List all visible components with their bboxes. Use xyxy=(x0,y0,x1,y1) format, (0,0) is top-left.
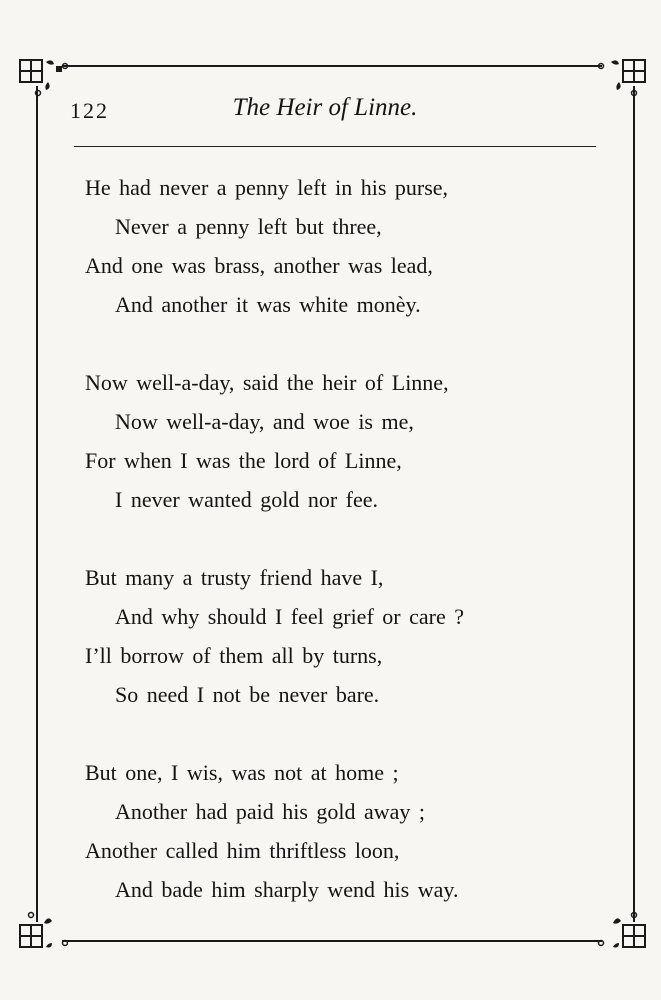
corner-ornament-icon xyxy=(597,52,651,106)
poem-line: He had never a penny left in his purse, xyxy=(85,175,449,200)
stanza xyxy=(85,363,585,519)
stanza xyxy=(85,168,585,324)
frame-right-rule xyxy=(633,86,635,922)
poem-line: And why should I feel grief or care ? xyxy=(115,604,464,629)
poem-line: And bade him sharply wend his way. xyxy=(115,877,459,902)
poem-line: And another it was white monèy. xyxy=(115,292,421,317)
poem-line: Another had paid his gold away ; xyxy=(115,799,426,824)
frame-top-rule xyxy=(62,65,602,67)
poem-line: Never a penny left but three, xyxy=(115,214,382,239)
stanza xyxy=(85,753,585,909)
poem-line: Now well-a-day, said the heir of Linne, xyxy=(85,370,449,395)
poem-line: But many a trusty friend have I, xyxy=(85,565,384,590)
poem-line: I’ll borrow of them all by turns, xyxy=(85,643,383,668)
corner-ornament-icon xyxy=(14,903,68,957)
poem-line: But one, I wis, was not at home ; xyxy=(85,760,399,785)
poem-line: Now well-a-day, and woe is me, xyxy=(115,409,414,434)
poem-line: Another called him thriftless loon, xyxy=(85,838,400,863)
stanza xyxy=(85,558,585,714)
corner-ornament-icon xyxy=(597,903,651,957)
poem xyxy=(85,168,585,948)
frame-left-rule xyxy=(36,86,38,922)
running-title: The Heir of Linne. xyxy=(232,94,418,121)
page-number: 122 xyxy=(70,98,109,123)
poem-line: And one was brass, another was lead, xyxy=(85,253,433,278)
corner-ornament-icon xyxy=(14,52,68,106)
poem-line: So need I not be never bare. xyxy=(115,682,380,707)
header-rule xyxy=(74,146,596,147)
poem-line: I never wanted gold nor fee. xyxy=(115,487,379,512)
poem-line: For when I was the lord of Linne, xyxy=(85,448,402,473)
